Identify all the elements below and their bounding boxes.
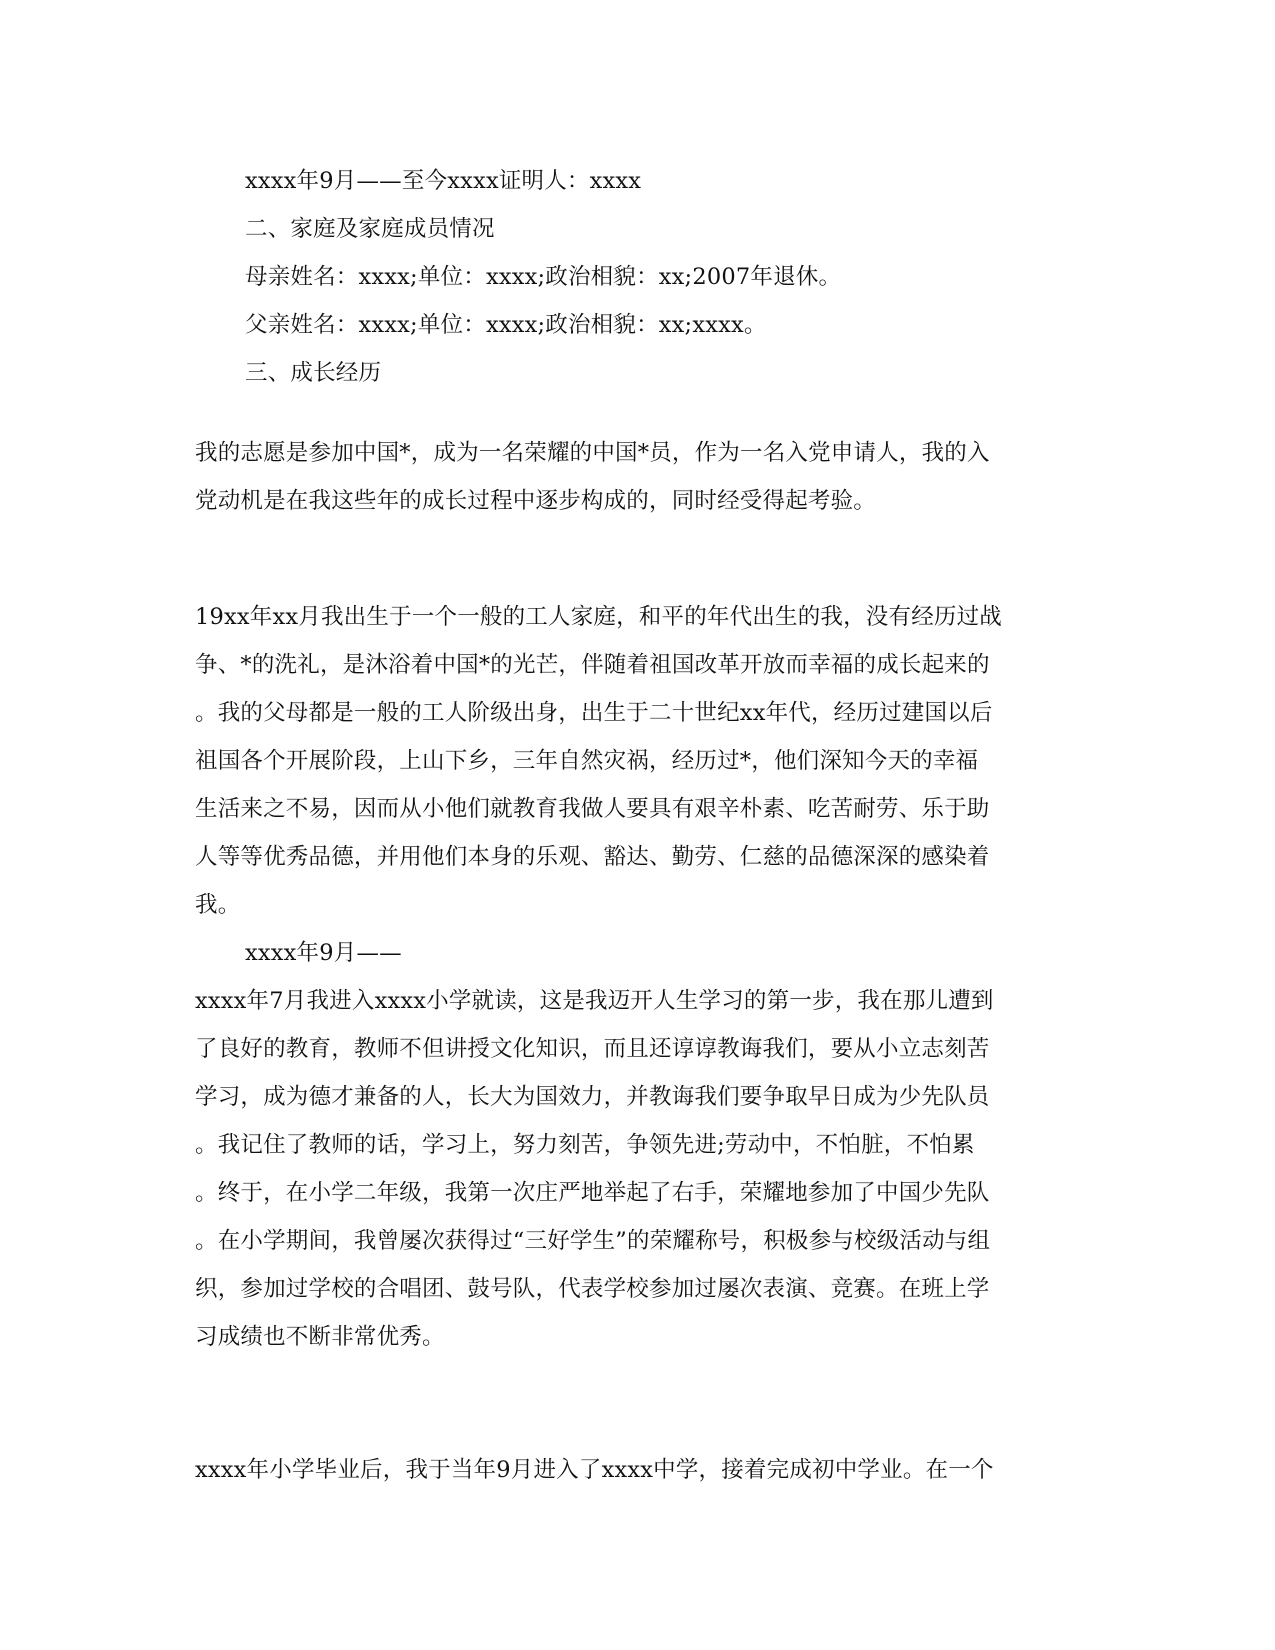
paragraph-line: 。我记住了教师的话，学习上，努力刻苦，争领先进;劳动中，不怕脏，不怕累 — [195, 1132, 975, 1158]
paragraph-line: 了良好的教育，教师不但讲授文化知识，而且还谆谆教诲我们，要从小立志刻苦 — [195, 1036, 990, 1062]
witness-line: xxxx年9月——至今xxxx证明人：xxxx — [245, 168, 642, 194]
paragraph-line: xxxx年小学毕业后，我于当年9月进入了xxxx中学，接着完成初中学业。在一个 — [195, 1457, 994, 1483]
paragraph-line: 人等等优秀品德，并用他们本身的乐观、豁达、勤劳、仁慈的品德深深的感染着 — [195, 844, 990, 870]
paragraph-line: 。我的父母都是一般的工人阶级出身，出生于二十世纪xx年代，经历过建国以后 — [195, 700, 993, 726]
paragraph-line: 党动机是在我这些年的成长过程中逐步构成的，同时经受得起考验。 — [195, 488, 877, 514]
paragraph-line: 。终于，在小学二年级，我第一次庄严地举起了右手，荣耀地参加了中国少先队 — [195, 1180, 990, 1206]
header-section — [195, 157, 1075, 397]
paragraph-line: xxxx年7月我进入xxxx小学就读，这是我迈开人生学习的第一步，我在那儿遭到 — [195, 988, 994, 1014]
paragraph-line: 习成绩也不断非常优秀。 — [195, 1324, 445, 1350]
paragraph-line: 。在小学期间，我曾屡次获得过“三好学生”的荣耀称号，积极参与校级活动与组 — [195, 1228, 991, 1254]
mother-info-line: 母亲姓名：xxxx;单位：xxxx;政治相貌：xx;2007年退休。 — [245, 264, 842, 290]
section-heading-growth: 三、成长经历 — [245, 360, 382, 386]
paragraph-line: 织，参加过学校的合唱团、鼓号队，代表学校参加过屡次表演、竞赛。在班上学 — [195, 1276, 990, 1302]
period-heading: xxxx年9月—— — [245, 940, 402, 966]
father-info-line: 父亲姓名：xxxx;单位：xxxx;政治相貌：xx;xxxx。 — [245, 312, 767, 338]
paragraph-line: 19xx年xx月我出生于一个一般的工人家庭，和平的年代出生的我，没有经历过战 — [195, 604, 1002, 630]
paragraph-motivation — [195, 429, 1075, 525]
paragraph-line: 生活来之不易，因而从小他们就教育我做人要具有艰辛朴素、吃苦耐劳、乐于助 — [195, 796, 990, 822]
paragraph-family-background — [195, 593, 1075, 929]
paragraph-line: 我的志愿是参加中国*，成为一名荣耀的中国*员，作为一名入党申请人，我的入 — [195, 440, 990, 466]
paragraph-line: 祖国各个开展阶段，上山下乡，三年自然灾祸，经历过*，他们深知今天的幸福 — [195, 748, 979, 774]
section-heading-family: 二、家庭及家庭成员情况 — [245, 216, 495, 242]
paragraph-primary-school — [195, 929, 1075, 1361]
paragraph-middle-school — [195, 1446, 1075, 1494]
paragraph-line: 争、*的洗礼，是沐浴着中国*的光芒，伴随着祖国改革开放而幸福的成长起来的 — [195, 652, 990, 678]
paragraph-line: 学习，成为德才兼备的人，长大为国效力，并教诲我们要争取早日成为少先队员 — [195, 1084, 990, 1110]
paragraph-line: 我。 — [195, 892, 241, 918]
